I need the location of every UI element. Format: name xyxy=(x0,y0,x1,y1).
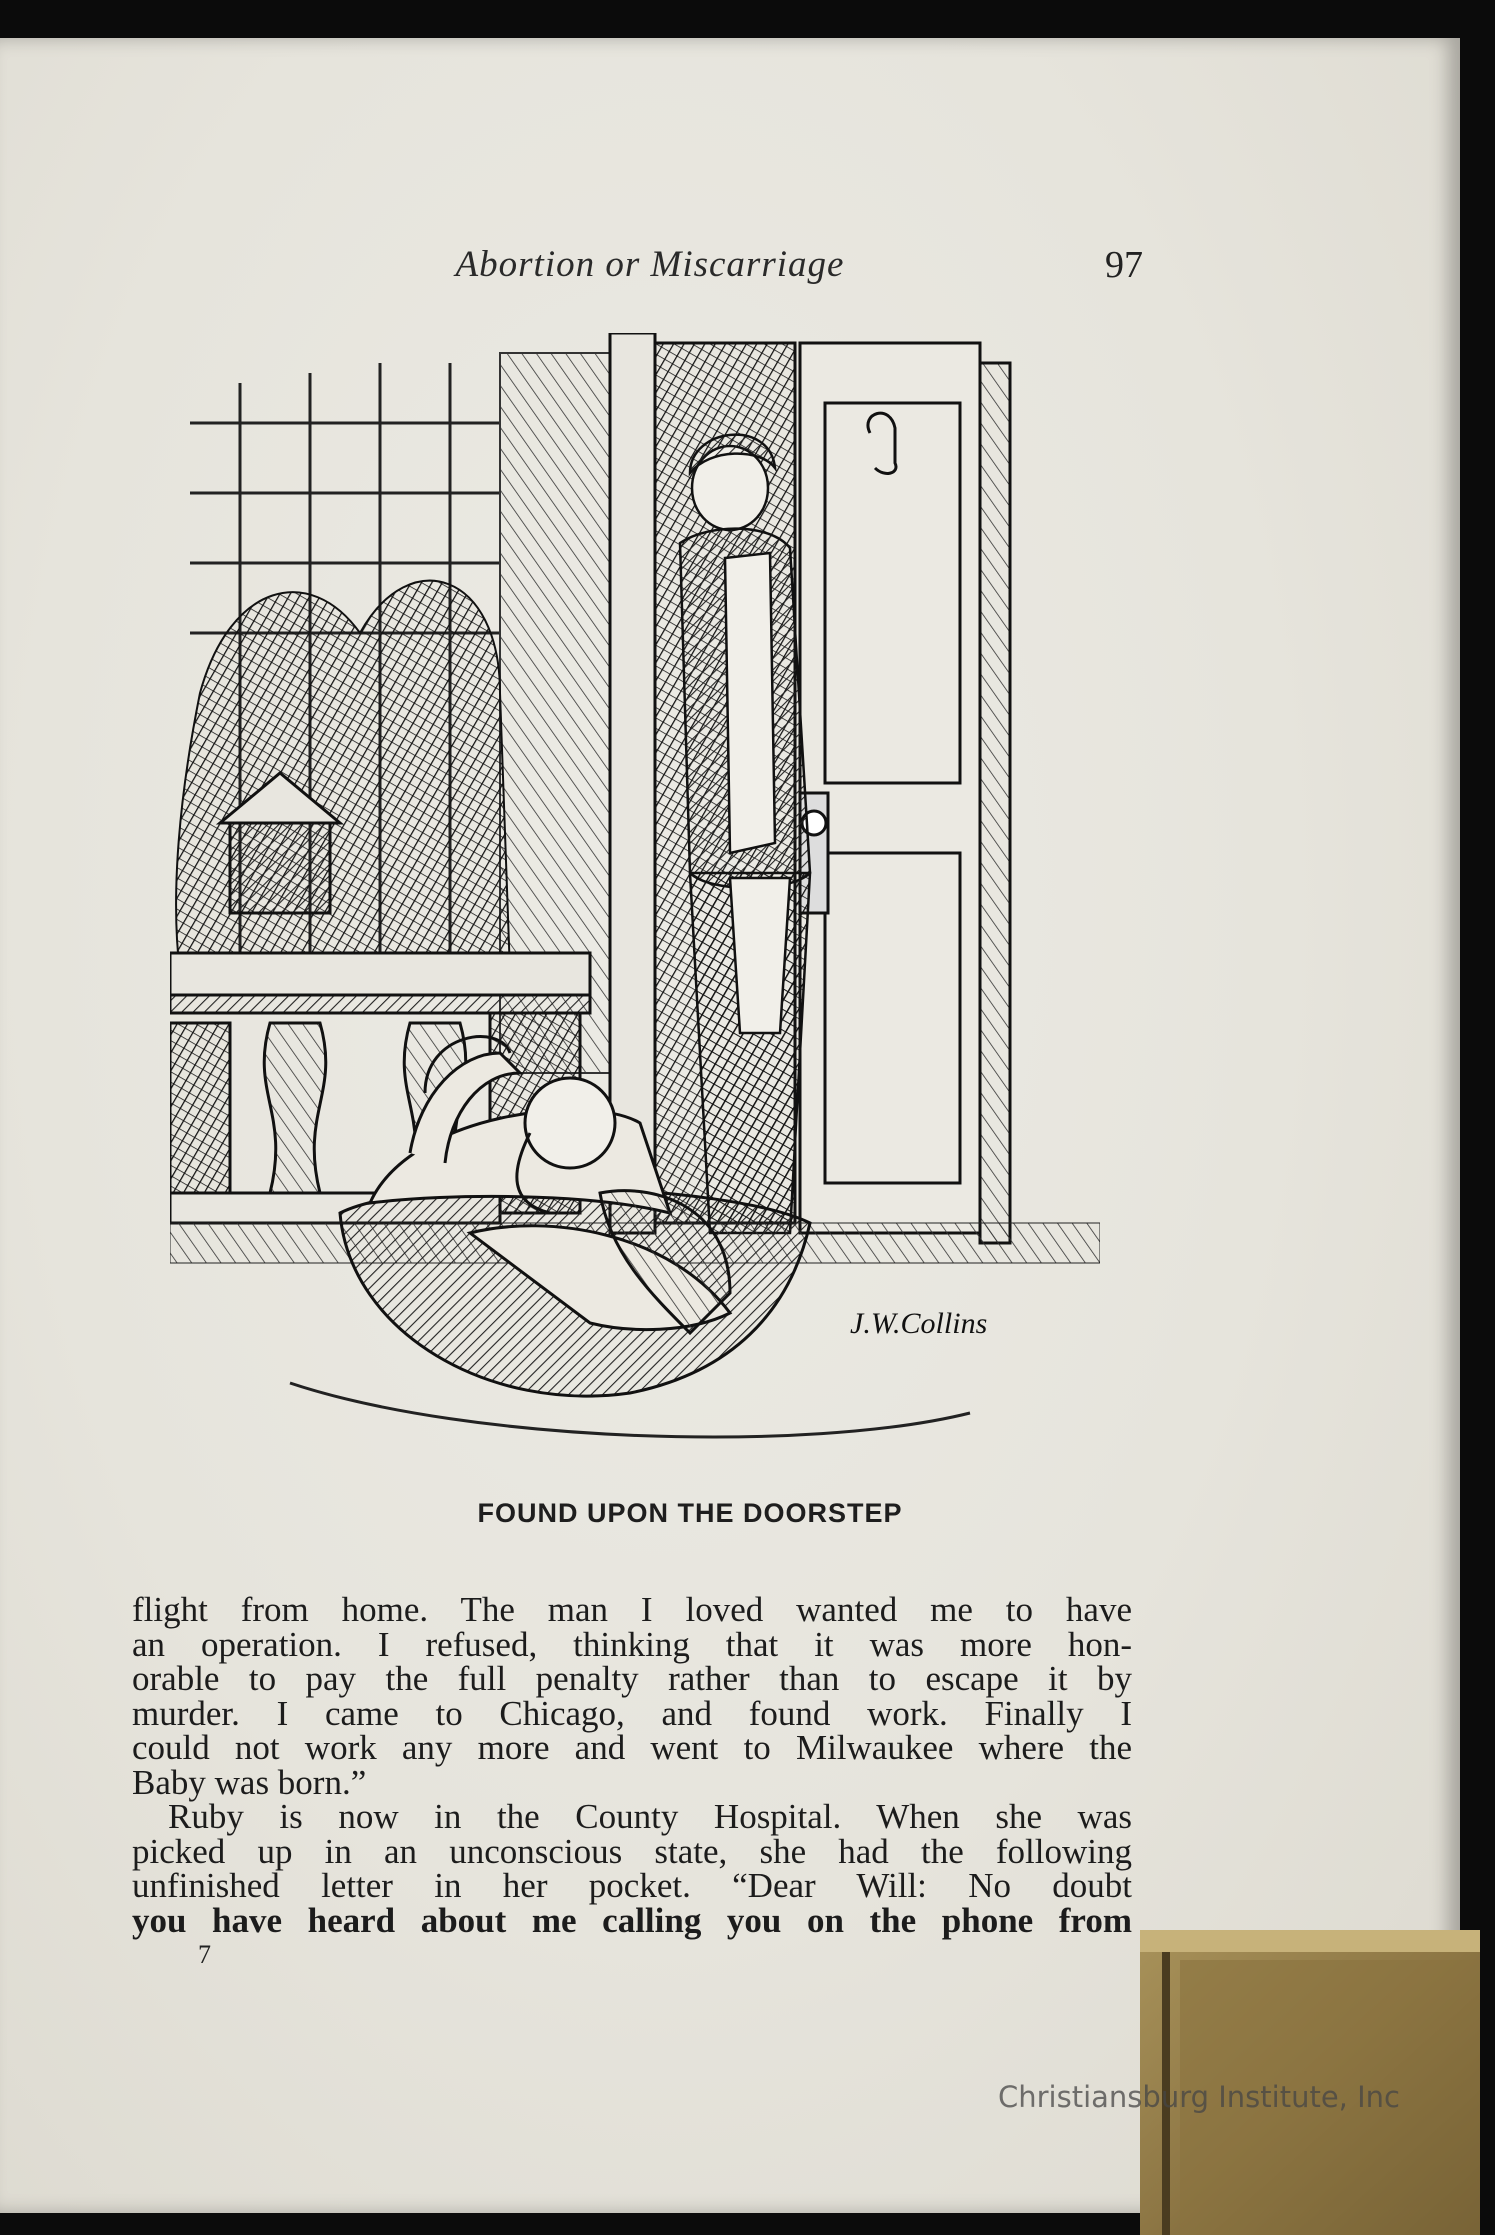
text-line: an operation. I refused, thinking that it was more hon- xyxy=(132,1624,1132,1664)
text-line: flight from home. The man I loved wanted me to have xyxy=(132,1590,1132,1629)
text-line: unfinished letter in her pocket. “Dear Will: No doubt xyxy=(132,1866,1132,1905)
text-line: you have heard about me calling you on the phone from xyxy=(132,1900,1132,1940)
text-line: could not work any more and went to Milwaukee where the xyxy=(132,1728,1132,1767)
text-line: picked up in an unconscious state, she had the following xyxy=(132,1831,1132,1871)
body-text xyxy=(132,1590,1132,1940)
text-line: murder. I came to Chicago, and found work. Finally I xyxy=(132,1693,1132,1733)
artist-signature: J.W.Collins xyxy=(850,1307,988,1340)
figure-caption: FOUND UPON THE DOORSTEP xyxy=(477,1498,903,1528)
text-line: orable to pay the full penalty rather than to escape it by xyxy=(132,1659,1132,1698)
book-page xyxy=(0,38,1460,2213)
text-line: Ruby is now in the County Hospital. When she was xyxy=(168,1797,1132,1836)
open-door xyxy=(800,343,1010,1243)
watermark: Christiansburg Institute, Inc xyxy=(998,2080,1400,2114)
doorstep-illustration xyxy=(170,333,1100,1473)
page-number: 97 xyxy=(1105,244,1143,286)
running-head: Abortion or Miscarriage xyxy=(455,244,845,285)
signature-mark: 7 xyxy=(198,1940,211,1969)
text-line: Baby was born.” xyxy=(132,1762,367,1802)
bush xyxy=(176,581,510,973)
